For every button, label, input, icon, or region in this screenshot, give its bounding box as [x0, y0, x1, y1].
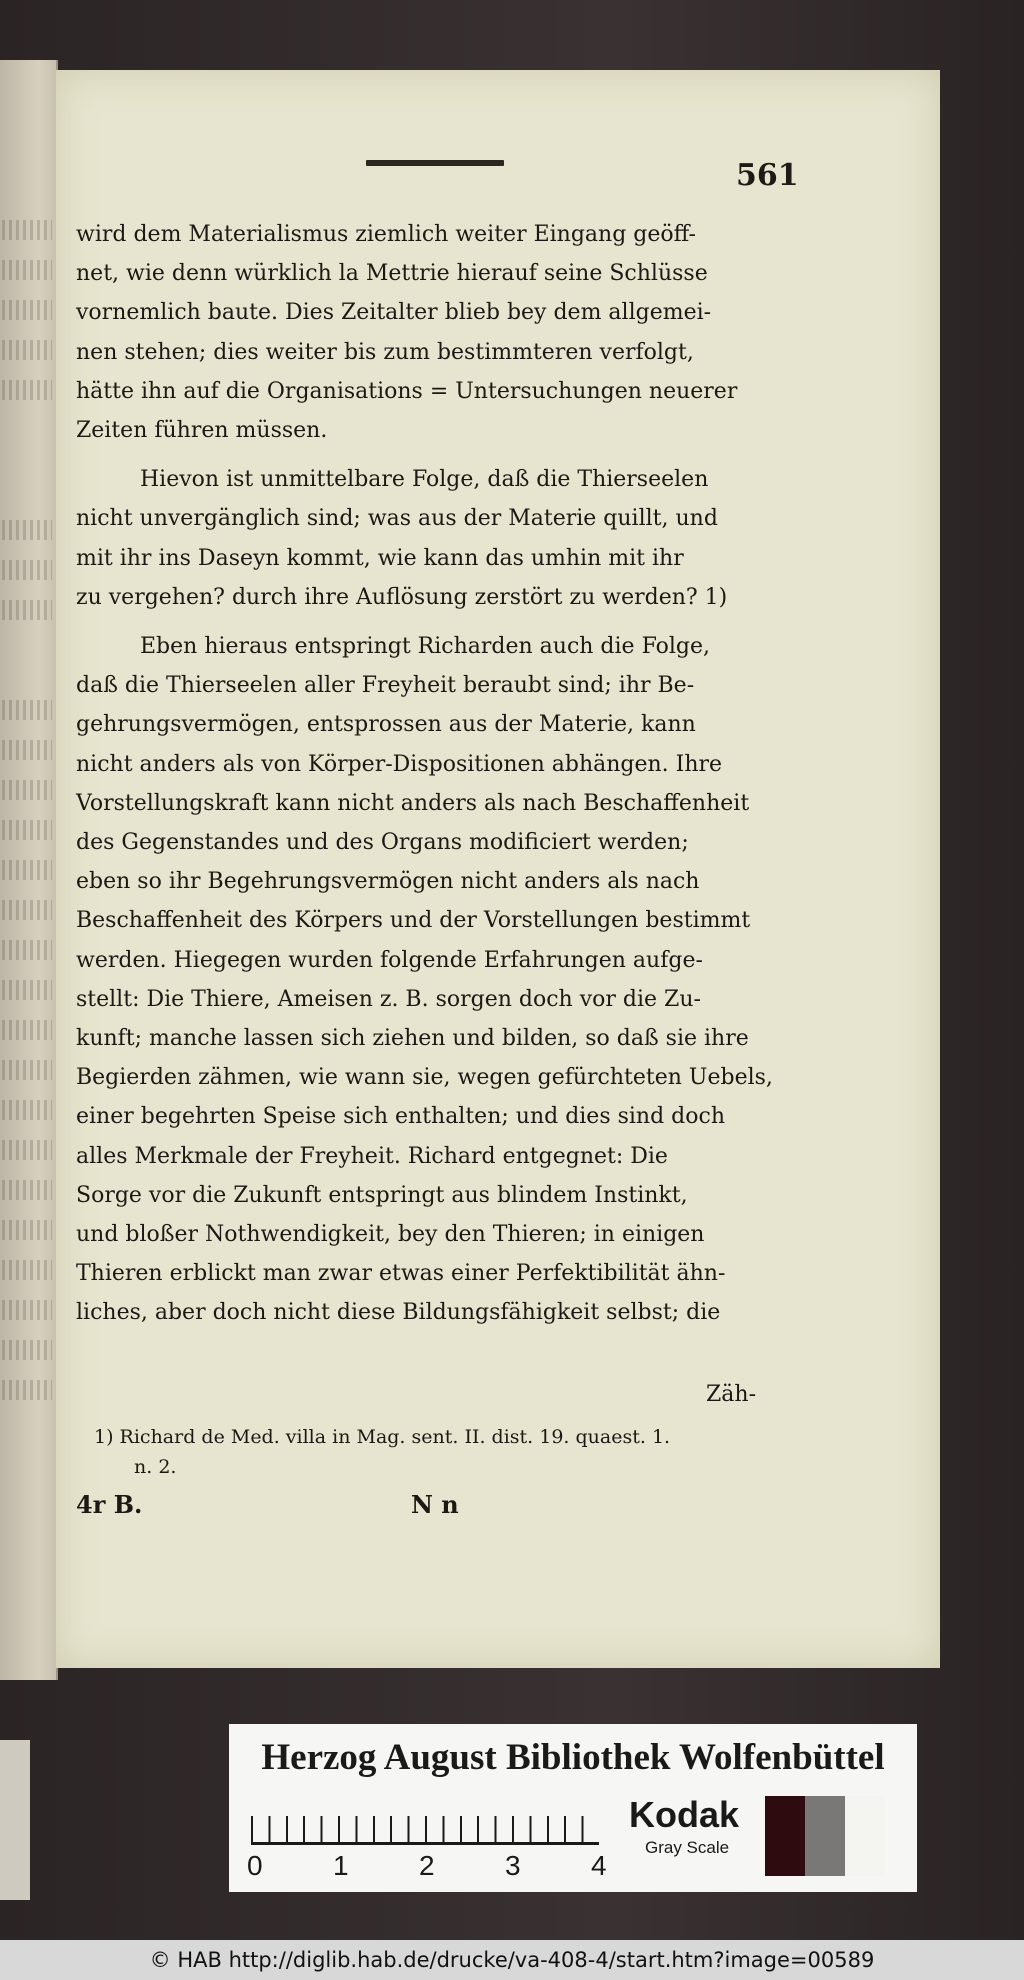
text-line: stellt: Die Thiere, Ameisen z. B. sorgen doch vor die Zu-	[76, 986, 701, 1012]
text-line: Begierden zähmen, wie wann sie, wegen gefürchteten Uebels,	[76, 1065, 773, 1091]
library-color-card	[229, 1724, 917, 1892]
bleed-text	[2, 560, 52, 580]
bleed-text	[2, 300, 52, 320]
text-line: mit ihr ins Daseyn kommt, wie kann das umhin mit ihr	[76, 545, 684, 571]
copyright-footer: © HAB http://diglib.hab.de/drucke/va-408-4/start.htm?image=00589	[0, 1940, 1024, 1980]
bleed-text	[2, 1380, 52, 1400]
bleed-text	[2, 940, 52, 960]
color-patch-gray	[805, 1796, 845, 1876]
header-rule	[366, 160, 504, 166]
ruler-numbers	[247, 1850, 627, 1884]
text-line: net, wie denn würklich la Mettrie hierauf seine Schlüsse	[76, 261, 708, 287]
text-line: eben so ihr Begehrungsvermögen nicht anders als nach	[76, 869, 700, 895]
bleed-text	[2, 340, 52, 360]
ruler-number: 2	[419, 1850, 435, 1881]
bleed-text	[2, 1300, 52, 1320]
text-line: hätte ihn auf die Organisations = Untersuchungen neuerer	[76, 378, 738, 404]
footnote-line: 1) Richard de Med. villa in Mag. sent. II. dist. 19. quaest. 1.	[94, 1426, 671, 1448]
bleed-text	[2, 380, 52, 400]
bleed-text	[2, 1340, 52, 1360]
body-text	[76, 215, 796, 1333]
bleed-text	[2, 1180, 52, 1200]
text-line: nicht anders als von Körper-Dispositionen abhängen. Ihre	[76, 751, 723, 777]
bleed-text	[2, 780, 52, 800]
text-line: nicht unvergänglich sind; was aus der Materie quillt, und	[76, 506, 718, 532]
text-line: und bloßer Nothwendigkeit, bey den Thieren; in einigen	[76, 1222, 705, 1248]
footnote-line: n. 2.	[134, 1456, 177, 1478]
bleed-text	[2, 1020, 52, 1040]
text-line: Sorge vor die Zukunft entspringt aus blindem Instinkt,	[76, 1182, 688, 1208]
bleed-text	[2, 1060, 52, 1080]
library-title: Herzog August Bibliothek Wolfenbüttel	[261, 1737, 885, 1778]
text-line: Zeiten führen müssen.	[76, 418, 328, 444]
bleed-text	[2, 820, 52, 840]
text-line: Thieren erblickt man zwar etwas einer Perfektibilität ähn-	[76, 1261, 726, 1287]
text-line: zu vergehen? durch ihre Auflösung zerstört zu werden? 1)	[76, 584, 728, 610]
bleed-text	[2, 700, 52, 720]
bleed-text	[2, 1220, 52, 1240]
text-line: wird dem Materialismus ziemlich weiter Eingang geöff-	[76, 222, 696, 247]
bleed-text	[2, 220, 52, 240]
catchword: Zäh-	[706, 1382, 757, 1407]
adjacent-page-edge-bottom	[0, 1740, 30, 1900]
ruler-scale	[251, 1796, 599, 1845]
text-line: Beschaffenheit des Körpers und der Vorstellungen bestimmt	[76, 908, 751, 934]
bleed-text	[2, 260, 52, 280]
bleed-text	[2, 980, 52, 1000]
bleed-text	[2, 740, 52, 760]
text-line: gehrungsvermögen, entsprossen aus der Materie, kann	[76, 712, 696, 738]
text-line: werden. Hiegegen wurden folgende Erfahrungen aufge-	[76, 947, 703, 973]
gray-scale-label: Gray Scale	[645, 1838, 730, 1857]
text-line: liches, aber doch nicht diese Bildungsfähigkeit selbst; die	[76, 1300, 721, 1326]
book-page	[56, 70, 940, 1668]
text-line: einer begehrten Speise sich enthalten; und dies sind doch	[76, 1104, 725, 1130]
color-patch-dark	[765, 1796, 805, 1876]
bleed-text	[2, 1140, 52, 1160]
adjacent-page-edge	[0, 60, 58, 1680]
ruler-number: 3	[505, 1850, 521, 1881]
text-line: nen stehen; dies weiter bis zum bestimmteren verfolgt,	[76, 339, 694, 365]
color-patch-white	[845, 1796, 885, 1876]
page-number: 561	[736, 158, 799, 193]
ruler-number: 4	[591, 1850, 607, 1881]
text-line: vornemlich baute. Dies Zeitalter blieb bey dem allgemei-	[76, 300, 712, 326]
ruler-number: 0	[247, 1850, 263, 1881]
footnote	[94, 1422, 784, 1482]
text-line: Hievon ist unmittelbare Folge, daß die Thierseelen	[140, 467, 709, 493]
kodak-logo: Kodak	[629, 1794, 740, 1835]
text-line: kunft; manche lassen sich ziehen und bilden, so daß sie ihre	[76, 1026, 749, 1052]
signature-mark: 4r B.	[76, 1490, 143, 1519]
bleed-text	[2, 600, 52, 620]
bleed-text	[2, 1100, 52, 1120]
text-line: daß die Thierseelen aller Freyheit beraubt sind; ihr Be-	[76, 673, 695, 699]
text-line: des Gegenstandes und des Organs modificiert werden;	[76, 830, 689, 856]
text-line: Vorstellungskraft kann nicht anders als nach Beschaffenheit	[76, 790, 750, 816]
bleed-text	[2, 520, 52, 540]
text-line: Eben hieraus entspringt Richarden auch die Folge,	[140, 634, 711, 660]
bleed-text	[2, 860, 52, 880]
bleed-text	[2, 1260, 52, 1280]
signature-mark-center: N n	[411, 1490, 459, 1519]
text-line: alles Merkmale der Freyheit. Richard entgegnet: Die	[76, 1143, 668, 1169]
bleed-text	[2, 900, 52, 920]
ruler-number: 1	[333, 1850, 349, 1881]
